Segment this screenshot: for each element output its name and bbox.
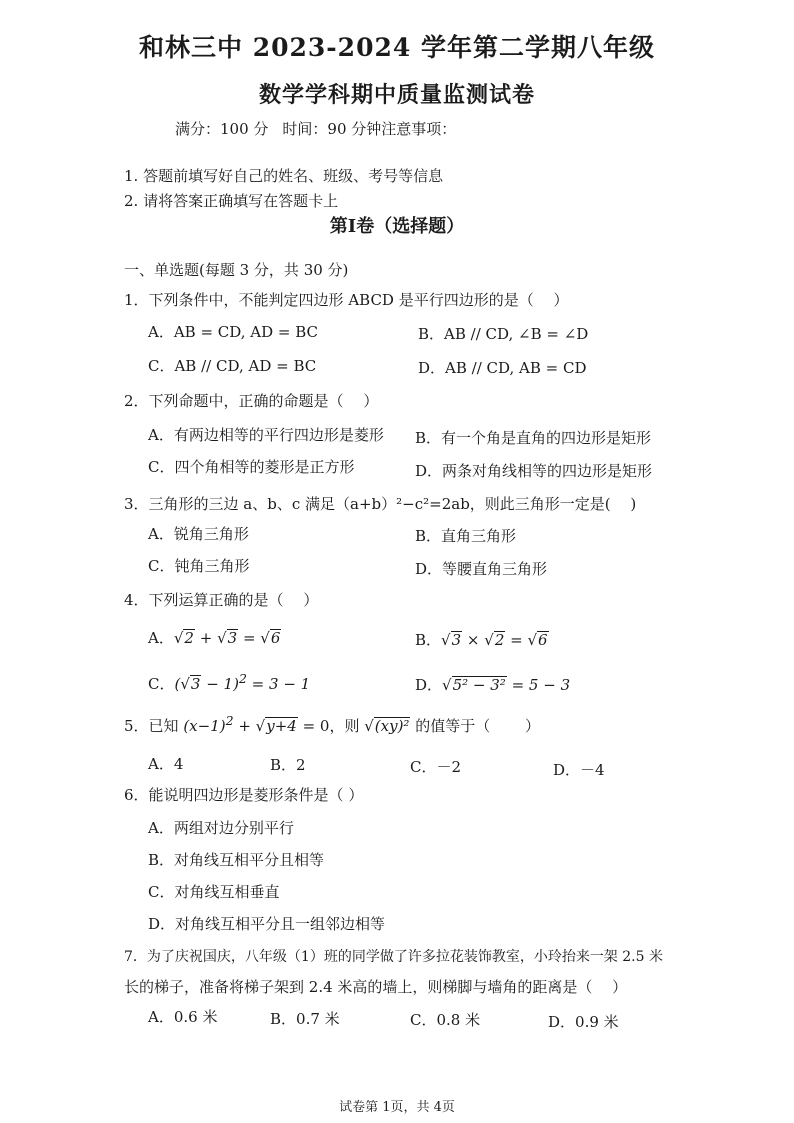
expr: (x−1)	[183, 717, 226, 735]
question-1-option-c: C．AB // CD, AD = BC	[148, 357, 317, 375]
question-4-option-d: D．√5² − 3² = 5 − 3	[415, 676, 571, 694]
radicand: 2	[494, 631, 505, 649]
question-7-option-b: B．0.7 米	[270, 1010, 340, 1028]
question-1-option-b: B．AB // CD, ∠B = ∠D	[418, 325, 589, 343]
question-4-option-a: A．√2 + √3 = √6	[148, 629, 281, 647]
question-4-stem: 4．下列运算正确的是（ ）	[124, 591, 319, 609]
question-5-stem: 5．已知 $(x-1)^2 + √y+4 = 0$，则 √(xy)² 的值等于（ ）	[124, 713, 540, 735]
result: = 3 − 1	[246, 675, 311, 693]
question-6-option-d: D．对角线互相平分且一组邻边相等	[148, 915, 386, 933]
question-4-option-b: B．√3 × √2 = √6	[415, 631, 548, 649]
exam-subtitle: 数学学科期中质量监测试卷	[258, 82, 535, 108]
question-6-stem: 6．能说明四边形是菱形条件是（ ）	[124, 786, 364, 804]
section-title: 第Ⅰ卷（选择题）	[329, 216, 465, 237]
option-label: C．	[148, 675, 175, 693]
question-7-option-c: C．0.8 米	[410, 1011, 481, 1029]
option-label: A．	[148, 629, 174, 647]
option-label: B．	[415, 631, 442, 649]
stem-text: 5．已知	[124, 717, 184, 735]
radicand: 3	[451, 631, 462, 649]
exam-meta	[175, 118, 470, 139]
page-footer: 试卷第 1页，共 4页	[339, 1100, 455, 1115]
radicand: 6	[270, 629, 281, 647]
radicand: y+4	[266, 717, 297, 735]
question-3-option-c: C．钝角三角形	[148, 557, 250, 575]
question-6-option-b: B．对角线互相平分且相等	[148, 851, 325, 869]
question-4-option-c: C．$(√3 - 1)^2 = 3 - 1$	[148, 671, 311, 693]
radicand: 6	[538, 631, 548, 649]
radicand: 2	[184, 629, 194, 647]
note-1: 1. 答题前填写好自己的姓名、班级、考号等信息	[124, 167, 444, 185]
paren: (	[174, 675, 181, 693]
question-6-option-a: A．两组对边分别平行	[148, 819, 294, 837]
operator: +	[194, 629, 218, 647]
question-2-option-c: C．四个角相等的菱形是正方形	[148, 458, 355, 476]
question-1-option-d: D．AB // CD, AB = CD	[418, 359, 587, 377]
question-6-option-c: C．对角线互相垂直	[148, 883, 280, 901]
option-label: D．	[415, 676, 443, 694]
question-2-stem: 2．下列命题中，正确的命题是（ ）	[124, 392, 379, 410]
exponent: 2	[225, 713, 234, 728]
exam-time: 时间：90 分钟注意事项：	[282, 120, 457, 138]
operator: +	[233, 717, 256, 735]
result: = 5 − 3	[506, 676, 571, 694]
equals: =	[238, 629, 261, 647]
operator: ×	[462, 631, 485, 649]
question-3-option-d: D．等腰直角三角形	[415, 560, 548, 578]
question-3-stem: 3．三角形的三边 a、b、c 满足（a+b）²−c²=2ab，则此三角形一定是( )	[124, 495, 637, 513]
exponent: 2	[238, 671, 247, 686]
radicand: 3	[227, 629, 238, 647]
stem-text: = 0，则	[297, 717, 365, 735]
question-3-option-a: A．锐角三角形	[148, 525, 249, 543]
stem-text: 的值等于（ ）	[410, 717, 540, 735]
question-5-option-b: B．2	[270, 756, 306, 774]
question-5-option-a: A．4	[148, 755, 184, 773]
question-3-option-b: B．直角三角形	[415, 527, 517, 545]
part-title: 一、单选题(每题 3 分，共 30 分)	[124, 261, 349, 279]
full-score: 满分：100 分	[175, 120, 269, 138]
question-1-stem: 1．下列条件中，不能判定四边形 ABCD 是平行四边形的是（ ）	[124, 291, 569, 309]
question-7-stem-line-2: 长的梯子，准备将梯子架到 2.4 米高的墙上，则梯脚与墙角的距离是（ ）	[124, 978, 628, 996]
question-2-option-b: B．有一个角是直角的四边形是矩形	[415, 429, 652, 447]
question-7-option-d: D．0.9 米	[548, 1013, 619, 1031]
question-7-stem-line-1: 7．为了庆祝国庆，八年级（1）班的同学做了许多拉花装饰教室，小玲抬来一架 2.5 米	[124, 949, 663, 965]
question-2-option-d: D．两条对角线相等的四边形是矩形	[415, 462, 653, 480]
question-1-option-a: A．AB = CD, AD = BC	[148, 323, 319, 341]
radicand: 3	[190, 675, 201, 693]
note-2: 2. 请将答案正确填写在答题卡上	[124, 192, 339, 210]
question-5-option-c: C．－2	[410, 758, 462, 776]
equals: =	[505, 631, 528, 649]
radicand: (xy)²	[374, 717, 410, 735]
question-5-option-d: D．－4	[553, 761, 605, 779]
exam-title: 和林三中 2023-2024 学年第二学期八年级	[139, 33, 655, 62]
operator: − 1)	[201, 675, 239, 693]
question-7-option-a: A．0.6 米	[148, 1008, 218, 1026]
question-2-option-a: A．有两边相等的平行四边形是菱形	[148, 426, 384, 444]
radicand: 5² − 3²	[452, 676, 506, 694]
